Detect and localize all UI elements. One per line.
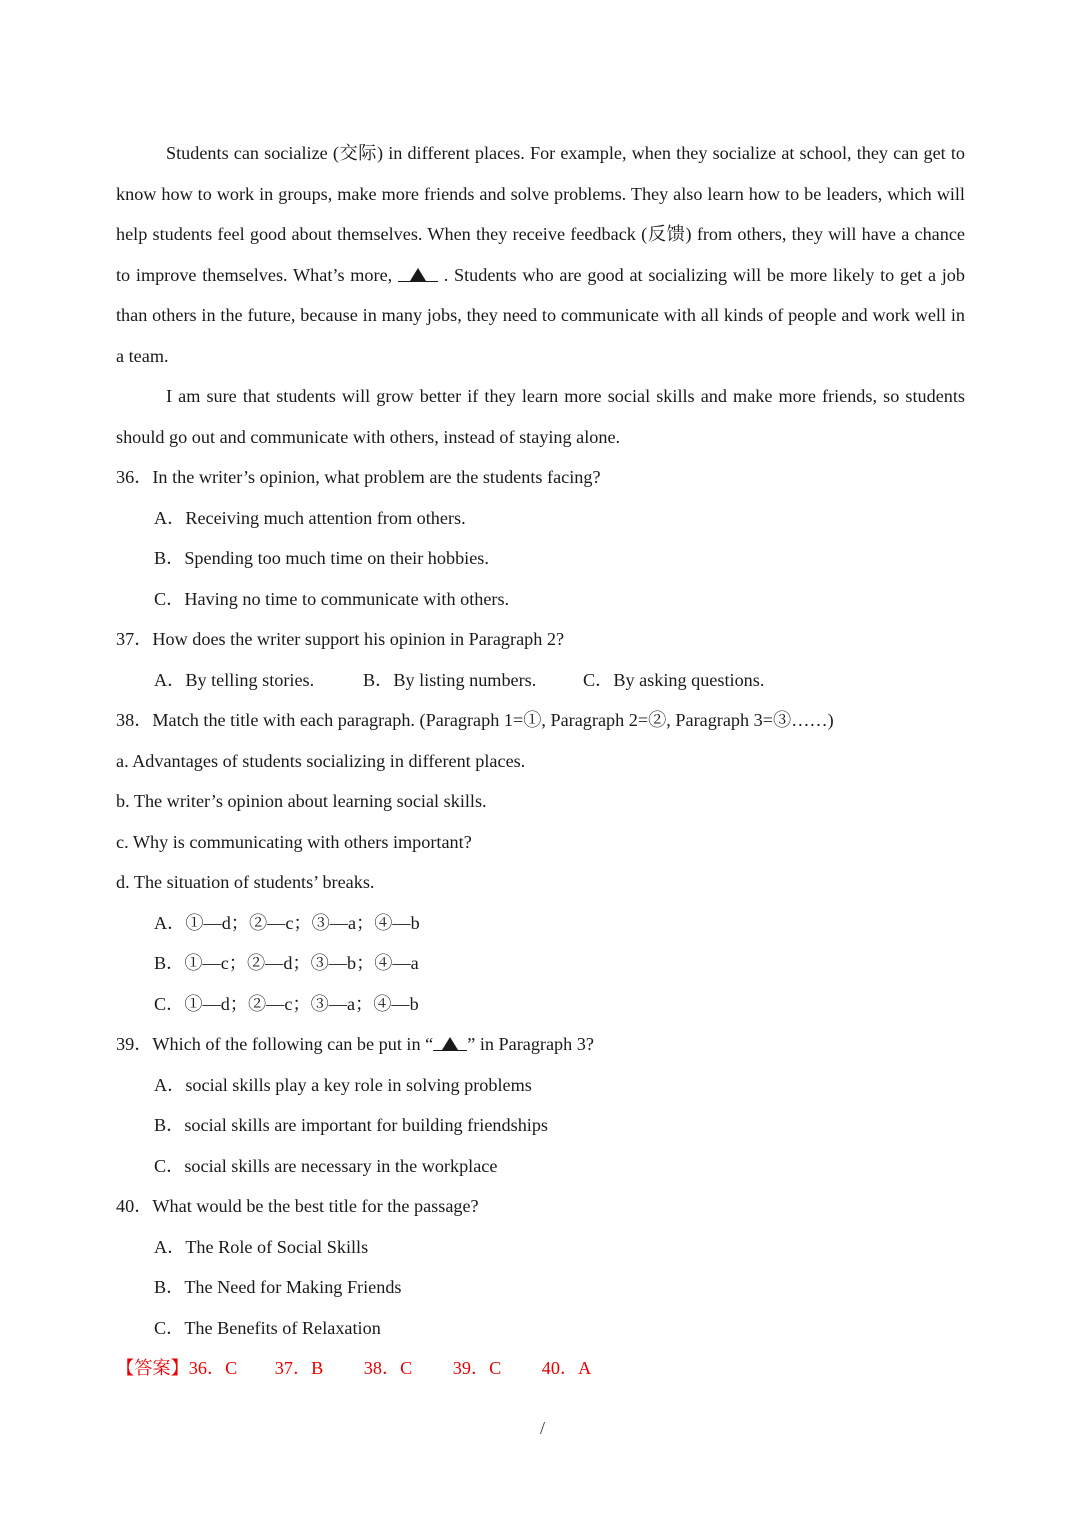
question-40-option-a: A．The Role of Social Skills	[154, 1237, 369, 1257]
question-39-option-a: A．social skills play a key role in solving problems	[154, 1075, 532, 1095]
answer-38: 38．C	[363, 1358, 413, 1378]
paragraph-3-text-before-blank: Students can socialize (交际) in different places. For example, when they socialize at school, they can get to know how to work in groups, make more friends and solve problems. They also learn how to be leaders, which will help students feel good about themselves. When they receive feedback (反馈) from others, they will have a chance to improve themselves. What’s more,	[116, 143, 965, 285]
blank-triangle-marker	[433, 1035, 467, 1053]
question-38-title-a: a. Advantages of students socializing in different places.	[116, 751, 526, 771]
answer-39: 39．C	[452, 1358, 502, 1378]
question-38-title-c: c. Why is communicating with others important?	[116, 832, 472, 852]
answer-key-label: 【答案】	[116, 1358, 189, 1378]
question-39-stem-after: ” in Paragraph 3?	[467, 1034, 594, 1054]
question-39-stem-before: 39．Which of the following can be put in “	[116, 1034, 434, 1054]
question-36-option-a: A．Receiving much attention from others.	[154, 508, 466, 528]
blank-triangle-marker	[398, 266, 438, 284]
question-36-stem: 36．In the writer’s opinion, what problem are the students facing?	[116, 467, 601, 487]
question-37-options	[154, 668, 764, 692]
answer-key	[116, 1356, 591, 1380]
question-36-option-c: C．Having no time to communicate with others.	[154, 589, 510, 609]
paragraph-3-text-after-blank: . Students who are good at socializing will be more likely to get a job than others in the future, because in many jobs, they need to communicate with all kinds of people and work well in a team.	[116, 264, 965, 366]
question-38-option-a: A．①—d；②—c；③—a；④—b	[154, 913, 420, 933]
question-38-title-d: d. The situation of students’ breaks.	[116, 872, 375, 892]
passage-paragraph-4	[116, 376, 965, 457]
answer-36: 36．C	[188, 1358, 238, 1378]
question-38-option-b: B．①—c；②—d；③—b；④—a	[154, 953, 419, 973]
question-38-option-c: C．①—d；②—c；③—a；④—b	[154, 994, 419, 1014]
question-40-option-c: C．The Benefits of Relaxation	[154, 1318, 381, 1338]
question-38-title-b: b. The writer’s opinion about learning social skills.	[116, 791, 487, 811]
passage-paragraph-3	[116, 133, 965, 376]
paragraph-4-text: I am sure that students will grow better if they learn more social skills and make more friends, so students should go out and communicate with others, instead of staying alone.	[116, 386, 965, 447]
question-40-option-b: B．The Need for Making Friends	[154, 1277, 402, 1297]
triangle-icon	[410, 268, 426, 281]
question-36-option-b: B．Spending too much time on their hobbies.	[154, 548, 489, 568]
page-footer-mark: /	[540, 1418, 546, 1438]
triangle-icon	[442, 1037, 458, 1050]
question-37-option-b: B．By listing numbers.	[363, 670, 537, 690]
question-37-option-a: A．By telling stories.	[154, 670, 315, 690]
answer-40: 40．A	[541, 1358, 592, 1378]
question-37-option-c: C．By asking questions.	[583, 670, 765, 690]
question-37-stem: 37．How does the writer support his opinion in Paragraph 2?	[116, 629, 565, 649]
answer-37: 37．B	[274, 1358, 324, 1378]
question-40-stem: 40．What would be the best title for the passage?	[116, 1196, 479, 1216]
question-38-stem: 38．Match the title with each paragraph. (Paragraph 1=①, Paragraph 2=②, Paragraph 3=③……)	[116, 710, 834, 730]
question-39-option-b: B．social skills are important for building friendships	[154, 1115, 549, 1135]
question-39-option-c: C．social skills are necessary in the workplace	[154, 1156, 498, 1176]
question-39-stem	[116, 1032, 594, 1056]
